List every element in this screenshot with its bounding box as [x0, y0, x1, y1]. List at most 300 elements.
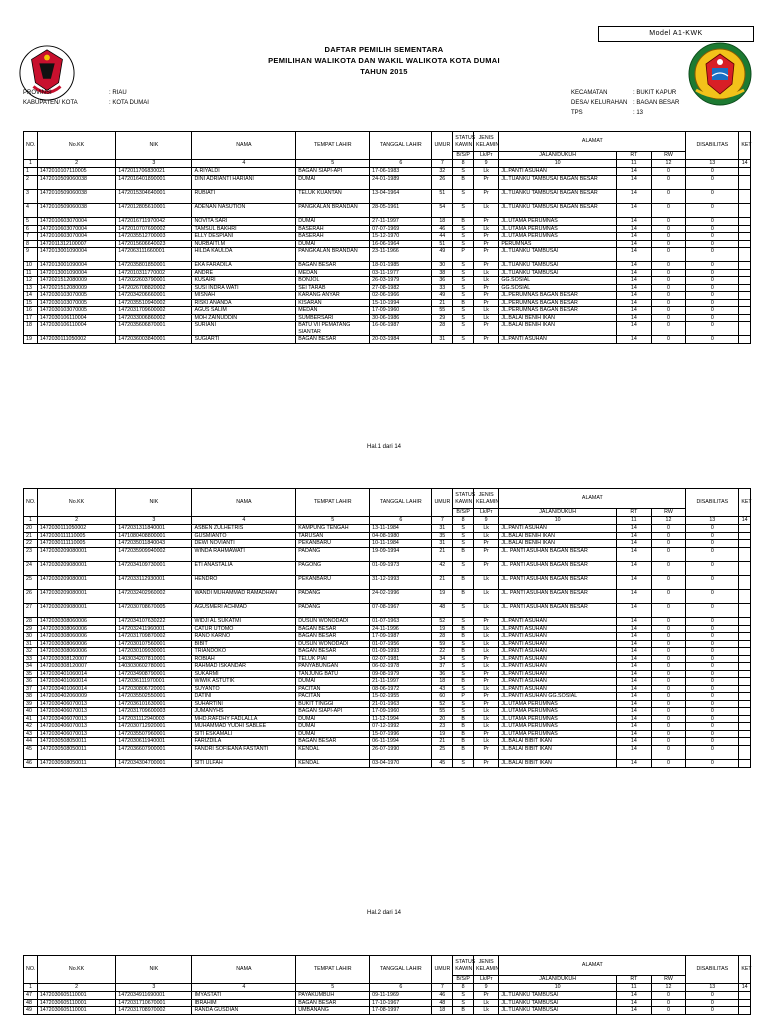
table-cell: B — [453, 218, 474, 226]
table-cell: 1472030308120007 — [37, 663, 115, 671]
table-cell: 0 — [686, 685, 739, 693]
table-row — [24, 168, 751, 176]
meta-provinsi: PROVINSI : RIAU — [23, 90, 127, 96]
table-cell: KUSAIRI — [192, 277, 296, 285]
table-cell: 0 — [651, 525, 686, 533]
table-cell: PADANG — [296, 590, 370, 604]
table-cell: 14 — [617, 992, 652, 1000]
table-cell: Pr — [473, 292, 498, 300]
table-cell: RANO KARNO — [192, 633, 296, 641]
table-cell — [739, 561, 751, 575]
table-cell: 0 — [686, 625, 739, 633]
table-cell: 31 — [432, 336, 453, 344]
header-status-sub: B/S/P — [453, 509, 474, 517]
table-row — [24, 248, 751, 262]
table-cell: 28 — [432, 633, 453, 641]
table-cell: DUMAI — [296, 218, 370, 226]
table-cell: B — [453, 745, 474, 759]
table-cell: 1472034304700001 — [116, 760, 192, 768]
table-cell: JL.BALAI BENIH IKAN — [499, 532, 617, 540]
header-alamat: ALAMAT — [499, 489, 686, 509]
table-row — [24, 240, 751, 248]
table-cell: B — [453, 738, 474, 746]
table-row — [24, 745, 751, 759]
table-cell: 14 — [617, 203, 652, 217]
table-cell: 20 — [24, 525, 38, 533]
table-row — [24, 625, 751, 633]
table-cell: PEKANBARU — [296, 575, 370, 589]
table-cell: 36 — [432, 277, 453, 285]
table-cell: 28 — [432, 322, 453, 336]
table-cell: B — [453, 648, 474, 656]
table-cell: DUMAI — [296, 723, 370, 731]
header-tanggal-lahir: TANGGAL LAHIR — [370, 132, 432, 160]
table-cell: 15-12-1970 — [370, 233, 432, 241]
header-tempat-lahir: TEMPAT LAHIR — [296, 489, 370, 517]
table-cell: JL.UTAMA PERUMNAS — [499, 730, 617, 738]
table-cell: PEKANBARU — [296, 540, 370, 548]
table-cell: 0 — [686, 590, 739, 604]
table-cell: Pr — [473, 284, 498, 292]
table-cell: 1472031311840001 — [116, 525, 192, 533]
table-row — [24, 663, 751, 671]
table-cell: S — [453, 670, 474, 678]
table-cell: 14 — [617, 540, 652, 548]
table-row — [24, 322, 751, 336]
table-cell: 0 — [651, 175, 686, 189]
header-nik: NIK — [116, 956, 192, 984]
table-cell: 32 — [432, 168, 453, 176]
table-cell: 23-11-1966 — [370, 248, 432, 262]
table-cell: BAGAN BESAR — [296, 738, 370, 746]
header-status-sub: B/S/P — [453, 976, 474, 984]
table-cell: MOH ZAINUDDIN — [192, 314, 296, 322]
table-cell — [739, 633, 751, 641]
table-cell: PANGKALAN BRANDAN — [296, 203, 370, 217]
table-cell — [739, 322, 751, 336]
table-cell: 1472026708820002 — [116, 284, 192, 292]
table-cell: 0 — [686, 284, 739, 292]
table-cell — [739, 663, 751, 671]
table-cell — [739, 189, 751, 203]
table-cell: 14 — [617, 269, 652, 277]
table-cell: 0 — [651, 715, 686, 723]
table-cell: JL.TUANKU TAMBUSAI — [499, 992, 617, 1000]
table-cell: MISNAH — [192, 292, 296, 300]
column-number: 13 — [686, 160, 739, 168]
table-cell: 1472030308060006 — [37, 618, 115, 626]
table-cell: 0 — [651, 540, 686, 548]
table-cell: MEDAN — [296, 269, 370, 277]
table-row — [24, 655, 751, 663]
table-cell: DUSUN WONODADI — [296, 618, 370, 626]
table-cell: WANDI MUHAMMAD RAMADHAN — [192, 590, 296, 604]
table-cell — [739, 269, 751, 277]
table-cell: DUMAI — [296, 175, 370, 189]
table-cell: 60 — [432, 693, 453, 701]
table-cell: JL.BALAI BENIH IKAN — [499, 314, 617, 322]
table-cell: RANDA GUSDIAN — [192, 1007, 296, 1015]
table-cell: 14 — [617, 745, 652, 759]
column-number-row — [24, 984, 751, 992]
table-cell: 14 — [617, 663, 652, 671]
table-cell: 1472021512080009 — [37, 284, 115, 292]
table-cell — [739, 307, 751, 315]
table-cell: 46 — [24, 760, 38, 768]
table-cell: 42 — [24, 723, 38, 731]
column-number: 12 — [651, 160, 686, 168]
table-cell: 0 — [686, 760, 739, 768]
table-cell: Pr — [473, 262, 498, 270]
table-cell: 0 — [686, 299, 739, 307]
table-cell: 1472030508050011 — [37, 760, 115, 768]
table-cell: Lk — [473, 225, 498, 233]
table-cell: 14 — [617, 575, 652, 589]
table-cell: Pr — [473, 760, 498, 768]
table-cell: S — [453, 663, 474, 671]
table-cell: B — [453, 678, 474, 686]
table-cell: 1472034206660001 — [116, 292, 192, 300]
header-jalan: JALAN/DUKUH — [499, 509, 617, 517]
table-row — [24, 648, 751, 656]
table-cell: 14 — [617, 322, 652, 336]
table-cell: 55 — [432, 708, 453, 716]
header-tanggal-lahir: TANGGAL LAHIR — [370, 956, 432, 984]
table-cell: 0 — [651, 561, 686, 575]
table-row — [24, 561, 751, 575]
table-cell: 1472030109930001 — [116, 648, 192, 656]
table-cell: 20-03-1984 — [370, 336, 432, 344]
table-cell — [739, 604, 751, 618]
table-cell: 0 — [651, 618, 686, 626]
table-cell: B — [453, 730, 474, 738]
table-cell: JL.TUANKU TAMBUSAI — [499, 999, 617, 1007]
column-number: 12 — [651, 517, 686, 525]
table-cell: UMBANANG — [296, 1007, 370, 1015]
table-cell: 1472036101630001 — [116, 700, 192, 708]
table-row — [24, 307, 751, 315]
table-cell: PACITAN — [296, 693, 370, 701]
table-cell: KISARAN — [296, 299, 370, 307]
header-ket: KET — [739, 132, 751, 160]
table-cell: BAGAN SIAPI-API — [296, 168, 370, 176]
column-number: 3 — [116, 160, 192, 168]
table-cell: 45 — [432, 760, 453, 768]
table-cell: SEI TARAB — [296, 284, 370, 292]
table-cell: FANDRI SOFIEANA FASTANTI — [192, 745, 296, 759]
table-cell: 1403034207810001 — [116, 655, 192, 663]
table-cell: 10 — [24, 262, 38, 270]
table-cell: 52 — [432, 618, 453, 626]
table-cell: BATU VII PEMATANG SIANTAR — [296, 322, 370, 336]
table-cell: 1472010509060038 — [37, 189, 115, 203]
column-number: 7 — [432, 517, 453, 525]
table-cell: HILDA KAULDA — [192, 248, 296, 262]
table-cell: 1472035801850001 — [116, 262, 192, 270]
table-cell: 45 — [24, 745, 38, 759]
table-cell: 0 — [686, 618, 739, 626]
table-cell: 03-04-1970 — [370, 760, 432, 768]
table-cell: 29 — [24, 625, 38, 633]
table-cell — [739, 314, 751, 322]
table-cell: 01-09-1973 — [370, 561, 432, 575]
table-cell: DUMAI — [296, 240, 370, 248]
table-cell: 1472034107630222 — [116, 618, 192, 626]
table-cell: S — [453, 225, 474, 233]
table-cell: Pr — [473, 175, 498, 189]
table-cell: GG.SOSIAL — [499, 284, 617, 292]
table-cell: 37 — [432, 663, 453, 671]
table-cell: 0 — [686, 262, 739, 270]
table-cell: 0 — [651, 532, 686, 540]
table-cell: 14 — [617, 715, 652, 723]
table-cell — [739, 999, 751, 1007]
table-cell: 1472011706830021 — [116, 168, 192, 176]
table-cell: MHD.RAFDHY FADLALLA — [192, 715, 296, 723]
table-cell: 1472030308060006 — [37, 648, 115, 656]
table-cell: 1472016401890001 — [116, 175, 192, 189]
table-cell: TRIANDOKO — [192, 648, 296, 656]
header-ket: KET — [739, 956, 751, 984]
table-cell: 9 — [24, 248, 38, 262]
header-rt: RT — [617, 152, 652, 160]
table-cell: 1472030406070013 — [37, 708, 115, 716]
table-cell: 21 — [24, 532, 38, 540]
column-number: 6 — [370, 984, 432, 992]
table-cell: 23 — [24, 547, 38, 561]
table-cell: 14 — [617, 336, 652, 344]
header-no: NO. — [24, 489, 38, 517]
table-cell: 30-06-1986 — [370, 314, 432, 322]
table-cell: 1472031708970002 — [116, 1007, 192, 1015]
table-row — [24, 738, 751, 746]
table-cell: JL.UTAMA PERUMNAS — [499, 218, 617, 226]
table-cell: JL.PERUMNAS BAGAN BESAR — [499, 292, 617, 300]
table-cell — [739, 547, 751, 561]
table-cell: 39 — [24, 700, 38, 708]
table-cell: S — [453, 292, 474, 300]
table-cell: 1472012805610001 — [116, 203, 192, 217]
column-number: 5 — [296, 984, 370, 992]
table-cell: PADANG — [296, 604, 370, 618]
column-number: 4 — [192, 160, 296, 168]
table-row — [24, 277, 751, 285]
table-cell: BUKIT TINGGI — [296, 700, 370, 708]
table-cell: NOVITA SARI — [192, 218, 296, 226]
table-cell: Pr — [473, 322, 498, 336]
table-row — [24, 640, 751, 648]
table-cell: 14 — [617, 723, 652, 731]
table-cell: S — [453, 336, 474, 344]
table-cell: HENDRO — [192, 575, 296, 589]
table-cell: 0 — [651, 322, 686, 336]
table-cell: 0 — [686, 218, 739, 226]
header-alamat: ALAMAT — [499, 956, 686, 976]
table-cell: BAGAN BESAR — [296, 633, 370, 641]
table-cell: S — [453, 322, 474, 336]
table-cell: 1471080408800001 — [116, 532, 192, 540]
table-cell — [739, 218, 751, 226]
header-status-sub: B/S/P — [453, 152, 474, 160]
table-cell: S — [453, 233, 474, 241]
table-cell: 0 — [686, 189, 739, 203]
title-line-3: TAHUN 2015 — [360, 67, 408, 76]
table-cell — [739, 655, 751, 663]
table-cell: Pr — [473, 547, 498, 561]
table-cell: 17-06-1983 — [370, 168, 432, 176]
table-cell: SITI ULFAH — [192, 760, 296, 768]
table-cell: 0 — [651, 284, 686, 292]
table-cell: 0 — [651, 992, 686, 1000]
table-cell: PACITAN — [296, 685, 370, 693]
table-cell — [739, 262, 751, 270]
table-cell: 0 — [651, 225, 686, 233]
header-tempat-lahir: TEMPAT LAHIR — [296, 956, 370, 984]
table-cell: 38 — [24, 693, 38, 701]
table-cell: 26 — [432, 175, 453, 189]
meta-kecamatan: KECAMATAN : BUKIT KAPUR — [571, 90, 677, 96]
table-cell: JL.TUANKU TAMBUSAI — [499, 262, 617, 270]
column-number: 11 — [617, 984, 652, 992]
table-cell: Pr — [473, 678, 498, 686]
header-jk-sub: Lk/Pr — [473, 976, 498, 984]
meta-right — [571, 88, 679, 118]
table-cell: 1472030103070005 — [37, 307, 115, 315]
table-cell: 1472034109730001 — [116, 561, 192, 575]
table-cell: 14 — [617, 262, 652, 270]
table-cell: Pr — [473, 700, 498, 708]
title-line-2: PEMILIHAN WALIKOTA DAN WAKIL WALIKOTA KOTA DUMAI — [268, 56, 500, 65]
table-cell: B — [453, 175, 474, 189]
table-cell: 1472034911690001 — [116, 992, 192, 1000]
table-cell: JL.PANTI ASUHAN — [499, 618, 617, 626]
table-row — [24, 708, 751, 716]
kota-dumai-emblem-icon — [688, 42, 752, 106]
table-cell: 0 — [651, 575, 686, 589]
table-cell: BONJOL — [296, 277, 370, 285]
header-umur: UMUR — [432, 132, 453, 160]
table-cell: S — [453, 269, 474, 277]
table-cell: 34 — [432, 655, 453, 663]
table-row — [24, 618, 751, 626]
column-number: 14 — [739, 160, 751, 168]
table-cell: 0 — [651, 299, 686, 307]
table-cell: 35 — [24, 670, 38, 678]
table-cell: 1472032411960001 — [116, 625, 192, 633]
table-cell — [739, 648, 751, 656]
table-cell: 1472035011840043 — [116, 540, 192, 548]
table-cell: 0 — [651, 203, 686, 217]
table-cell: S — [453, 525, 474, 533]
table-cell: 14 — [617, 532, 652, 540]
table-cell: 14 — [617, 590, 652, 604]
table-cell — [739, 715, 751, 723]
meta-tps: TPS : 13 — [571, 110, 644, 116]
table-cell — [739, 168, 751, 176]
table-cell — [739, 532, 751, 540]
table-cell: JL.PANTI ASUHAN — [499, 640, 617, 648]
table-cell — [739, 277, 751, 285]
column-number: 6 — [370, 160, 432, 168]
table-cell: 08-06-1972 — [370, 685, 432, 693]
table-row — [24, 225, 751, 233]
table-cell: 1472030209080001 — [37, 604, 115, 618]
table-cell: JL.PANTI ASUHAN — [499, 525, 617, 533]
table-cell: BAGAN SIAPI-API — [296, 708, 370, 716]
table-row — [24, 693, 751, 701]
table-row — [24, 730, 751, 738]
table-cell — [739, 723, 751, 731]
table-cell: 07-07-1969 — [370, 225, 432, 233]
table-cell: EKA FARADILA — [192, 262, 296, 270]
table-cell: 1 — [24, 168, 38, 176]
table-cell: JL.UTAMA PERUMNAS — [499, 700, 617, 708]
table-cell: 14 — [617, 248, 652, 262]
table-cell: S — [453, 532, 474, 540]
table-cell: JL.PANTI ASUHAN — [499, 633, 617, 641]
header-jk-sub: Lk/Pr — [473, 152, 498, 160]
table-cell: S — [453, 708, 474, 716]
table-cell: 44 — [432, 233, 453, 241]
header-nama: NAMA — [192, 956, 296, 984]
table-cell: JL.PANTI ASUHAN — [499, 648, 617, 656]
table-cell: JL.UTAMA PERUMNAS — [499, 225, 617, 233]
table-cell: 1472010603070004 — [37, 233, 115, 241]
table-cell: 14 — [617, 604, 652, 618]
table-cell: 15-07-1996 — [370, 730, 432, 738]
table-cell: 0 — [686, 322, 739, 336]
table-cell: JL.PANTI ASUHAN — [499, 678, 617, 686]
table-cell: JL.PANTI ASUHAN GG.SOSIAL — [499, 693, 617, 701]
table-cell: 1472015304640001 — [116, 189, 192, 203]
table-cell: JL.TUANKU TAMBUSAI — [499, 269, 617, 277]
table-cell: 14 — [617, 648, 652, 656]
table-cell: JL.UTAMA PERUMNAS — [499, 708, 617, 716]
table-cell: Lk — [473, 269, 498, 277]
table-cell: BAGAN BESAR — [296, 648, 370, 656]
table-cell: 09-11-1969 — [370, 992, 432, 1000]
column-number: 11 — [617, 160, 652, 168]
table-cell: 0 — [686, 700, 739, 708]
table-cell: Lk — [473, 723, 498, 731]
table-cell: 2 — [24, 175, 38, 189]
table-cell: 0 — [651, 708, 686, 716]
table-cell: RAHMAD ISKANDAR — [192, 663, 296, 671]
table-row — [24, 547, 751, 561]
table-cell: SUMBERSARI — [296, 314, 370, 322]
table-cell: BAGAN BESAR — [296, 262, 370, 270]
table-cell: 0 — [686, 999, 739, 1007]
table-row — [24, 999, 751, 1007]
voter-table — [23, 955, 751, 1015]
table-cell: 5 — [24, 218, 38, 226]
table-cell: TELUK KUANTAN — [296, 189, 370, 203]
table-cell: 14 — [617, 618, 652, 626]
table-cell: 52 — [432, 700, 453, 708]
table-cell: 14 — [24, 292, 38, 300]
table-cell: 1472030111110005 — [37, 540, 115, 548]
table-cell — [739, 760, 751, 768]
header-kk: No.KK — [37, 132, 115, 160]
table-cell: JL.PANTI ASUHAN — [499, 655, 617, 663]
table-cell: 15 — [24, 299, 38, 307]
table-cell: 0 — [686, 693, 739, 701]
table-cell: 0 — [686, 723, 739, 731]
table-cell: PAGONG — [296, 561, 370, 575]
table-cell: 3 — [24, 189, 38, 203]
table-cell: 07-12-1992 — [370, 723, 432, 731]
table-cell: 14 — [617, 655, 652, 663]
